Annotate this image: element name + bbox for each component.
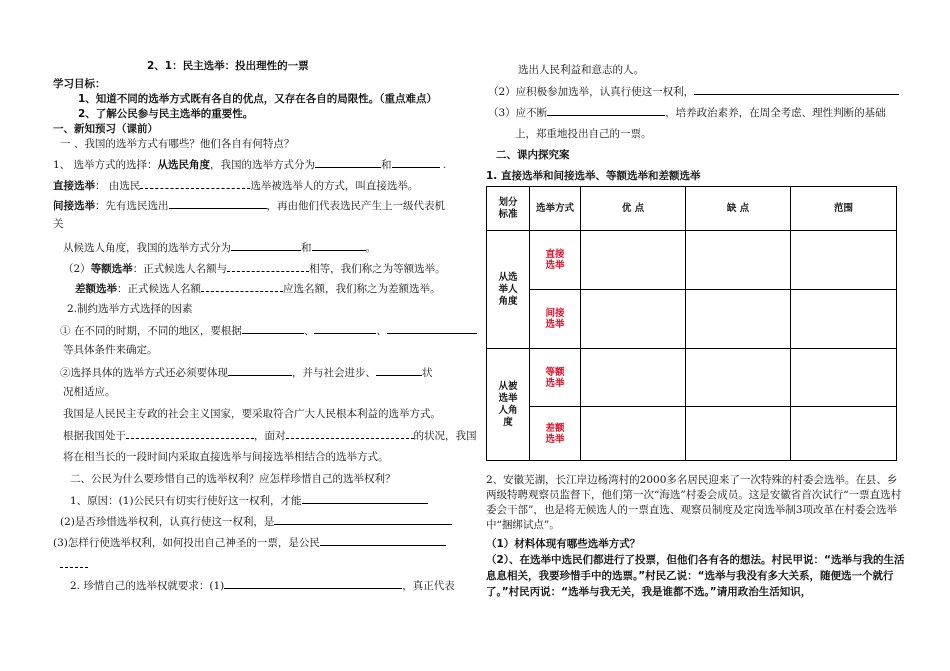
direct-election-label: 直接选举 <box>53 180 95 192</box>
header-pros: 优 点 <box>581 187 686 231</box>
candidate-angle-line: 从候选人角度，我国的选举方式分为 和 。 <box>63 242 376 254</box>
factor-2-text: ②选择具体的选举方式还必须要体现 <box>60 367 228 379</box>
table-cell[interactable] <box>686 349 791 407</box>
reason-3-text: (3)怎样行使选举权利，如何投出自己神圣的一票，是公民 <box>53 537 320 549</box>
factor-2-tail: 况相适应。 <box>63 386 116 398</box>
reason-3-line <box>53 535 446 550</box>
method-choice-text: 1、 选举方式的选择： <box>53 159 158 171</box>
nation-line-3: 将在相当长的一段时间内采取直接选举与间接选举相结合的选举方式。 <box>63 451 389 463</box>
equal-prefix: （2） <box>63 263 91 275</box>
table-cell[interactable] <box>791 349 897 407</box>
method-diff: 差额选举 <box>530 407 581 461</box>
sub-heading-1: 1. 直接选举和间接选举、等额选举和差额选举 <box>486 170 701 182</box>
blank-field[interactable] <box>387 323 477 334</box>
blank-field[interactable] <box>126 428 254 439</box>
table-cell[interactable] <box>581 407 686 461</box>
factor-2-text3: 状 <box>422 367 433 379</box>
case-question-1: （1）材料体现有哪些选举方式？ <box>486 538 641 550</box>
question-1: 一 、我国的选举方式有哪些？他们各自有何特点？ <box>60 138 295 150</box>
goal-1: 1、知道不同的选举方式既有各自的优点，又存在各自的局限性。（重点难点） <box>78 93 438 105</box>
nation-line-2 <box>63 428 477 443</box>
table-cell[interactable] <box>791 231 897 290</box>
group-candidate-angle: 从被选举人角度 <box>487 349 530 461</box>
requirement-line <box>70 578 455 593</box>
right-line-3-text2: ，培养政治素养，在周全考虑、理性判断的基础 <box>665 107 886 119</box>
factor-1-line <box>60 323 477 338</box>
indirect-election-line <box>53 198 445 213</box>
and-text: 和 <box>301 242 312 254</box>
comparison-table <box>486 186 897 461</box>
right-line-4: 上，郑重地投出自己的一票。 <box>515 128 652 140</box>
blank-field[interactable] <box>274 514 452 525</box>
blank-field[interactable] <box>169 198 267 209</box>
diff-election-label: 差额选举 <box>75 283 117 295</box>
indirect-election-label: 间接选举 <box>53 200 95 212</box>
case-question-2: （2）、在选举中选民们都进行了投票，但他们各有各的想法。村民甲说：“选举与我的生活息息相关，我要珍惜手中的选票。”村民乙说：“选举与我没有多大关系，随便选一个就行了。”村民丙说：“选举与我无关，我是谁都不选。”请用政治生活知识， <box>486 554 905 598</box>
equal-election-text2: 相等，我们称之为等额选举。 <box>309 263 446 275</box>
nation-text3: 的状况，我国 <box>413 430 477 442</box>
factor-1-tail: 等具体条件来确定。 <box>63 344 158 356</box>
blank-field[interactable] <box>315 157 381 168</box>
method-indirect: 间接选举 <box>530 290 581 349</box>
nation-text: 根据我国处于 <box>63 430 126 442</box>
blank-field[interactable] <box>286 428 414 439</box>
factor-2-line <box>60 365 433 380</box>
table-cell[interactable] <box>791 407 897 461</box>
sep: 、 <box>376 325 387 337</box>
table-cell[interactable] <box>581 231 686 290</box>
indirect-election-text3: 关 <box>53 218 64 230</box>
method-equal: 等额选举 <box>530 349 581 407</box>
blank-field[interactable] <box>547 105 665 116</box>
blank-field[interactable] <box>392 157 440 168</box>
blank-field[interactable] <box>201 281 283 292</box>
header-division: 划分标准 <box>487 187 530 231</box>
reason-2-text: (2)是否珍惜选举权利，认真行使这一权利，是 <box>60 516 275 528</box>
table-cell[interactable] <box>686 290 791 349</box>
diff-election-text2: 应选名额，我们称之为差额选举。 <box>283 283 441 295</box>
header-scope: 范围 <box>791 187 897 231</box>
blank-field[interactable] <box>312 240 366 251</box>
table-cell[interactable] <box>686 231 791 290</box>
right-line-2-text: （2）应积极参加选举，认真行使这一权利， <box>488 86 695 98</box>
factors-heading: 2.制约选举方式选择的因素 <box>67 303 193 315</box>
group-voter-angle: 从选举人角度 <box>487 231 530 349</box>
blank-field[interactable] <box>227 261 309 272</box>
case-material: 2、安徽芜湖，长江岸边杨湾村的2000多名居民迎来了一次特殊的村委会选举。在县、乡两级特聘观察员监督下，他们第一次“海选”村委会成员。这是安徽省首次试行“一票直选村委会干部”，也是将无候选人的一票直选、观察员制度及定岗选举制3项改革在村委会选举中“捆绑试点”。 <box>486 474 902 531</box>
indirect-election-text2: ，再由他们代表选民产生上一级代表机 <box>266 200 445 212</box>
sep: 、 <box>303 325 315 337</box>
candidate-angle-text: 从候选人角度，我国的选举方式分为 <box>63 242 231 254</box>
goal-2: 2、了解公民参与民主选举的重要性。 <box>78 108 254 120</box>
header-cons: 缺 点 <box>686 187 791 231</box>
equal-election-label: 等额选举 <box>90 263 133 275</box>
equal-election-line <box>63 261 446 276</box>
factor-2-text2: ，并与社会进步、 <box>292 367 376 379</box>
direct-election-text: ： 由选民 <box>95 180 141 192</box>
section-2-heading: 二、课内探究案 <box>496 149 570 161</box>
right-line-3-text: （3）应不断 <box>488 107 548 119</box>
blank-field[interactable] <box>302 493 428 504</box>
blank-field[interactable] <box>320 535 446 546</box>
method-choice-line: 1、 选举方式的选择：从选民角度，我国的选举方式分为 和 . <box>53 159 447 171</box>
reason-1-line <box>70 493 428 508</box>
requirement-text: 2. 珍惜自己的选举权就要求：(1) <box>70 580 225 592</box>
reason-2-line <box>60 514 452 529</box>
equal-election-text: ：正式候选人名额与 <box>132 263 228 275</box>
direct-election-line <box>53 178 418 193</box>
blank-field[interactable] <box>224 578 402 589</box>
reason-1-text: 1、原因：(1)公民只有切实行使好这一权利，才能 <box>70 495 302 507</box>
blank-field[interactable] <box>376 365 422 376</box>
table-cell[interactable] <box>581 290 686 349</box>
blank-field[interactable] <box>694 84 899 95</box>
method-direct: 直接选举 <box>530 231 581 290</box>
question-2: 二、公民为什么要珍惜自己的选举权利？应怎样珍惜自己的选举权利？ <box>70 473 396 485</box>
blank-field[interactable] <box>228 365 292 376</box>
blank-field[interactable] <box>314 323 376 334</box>
page-title: 2、1：民主选举：投出理性的一票 <box>147 60 309 72</box>
nation-line-1: 我国是人民民主专政的社会主义国家，要采取符合广大人民根本利益的选举方式。 <box>63 408 441 420</box>
blank-field[interactable] <box>231 240 301 251</box>
indirect-election-text: ：先有选民选出 <box>95 200 169 212</box>
header-method: 选举方式 <box>530 187 581 231</box>
table-cell[interactable] <box>791 290 897 349</box>
and-text: 和 <box>381 159 392 171</box>
section-1-heading: 一、新知预习（课前） <box>53 123 158 135</box>
goals-label: 学习目标： <box>53 78 106 90</box>
right-line-2 <box>488 84 899 99</box>
table-cell[interactable] <box>686 407 791 461</box>
blank-field[interactable] <box>140 178 250 189</box>
table-cell[interactable] <box>581 349 686 407</box>
direct-election-text2: 选举被选举人的方式，叫直接选举。 <box>250 180 419 192</box>
nation-text2: ，面对 <box>254 430 286 442</box>
voter-angle-label: 从选民角度 <box>157 159 211 171</box>
factor-1-text: ① 在不同的时期，不同的地区，要根据 <box>60 325 242 337</box>
requirement-text2: ，真正代表 <box>402 580 455 592</box>
method-choice-text2: ，我国的选举方式分为 <box>210 159 316 171</box>
reason-3-continuation <box>60 557 88 572</box>
diff-election-line <box>75 281 441 296</box>
blank-field[interactable] <box>60 557 88 568</box>
right-line-3 <box>488 105 886 120</box>
diff-election-text: ：正式候选人名额 <box>117 283 201 295</box>
right-line-1: 选出人民利益和意志的人。 <box>518 64 644 76</box>
blank-field[interactable] <box>242 323 304 334</box>
